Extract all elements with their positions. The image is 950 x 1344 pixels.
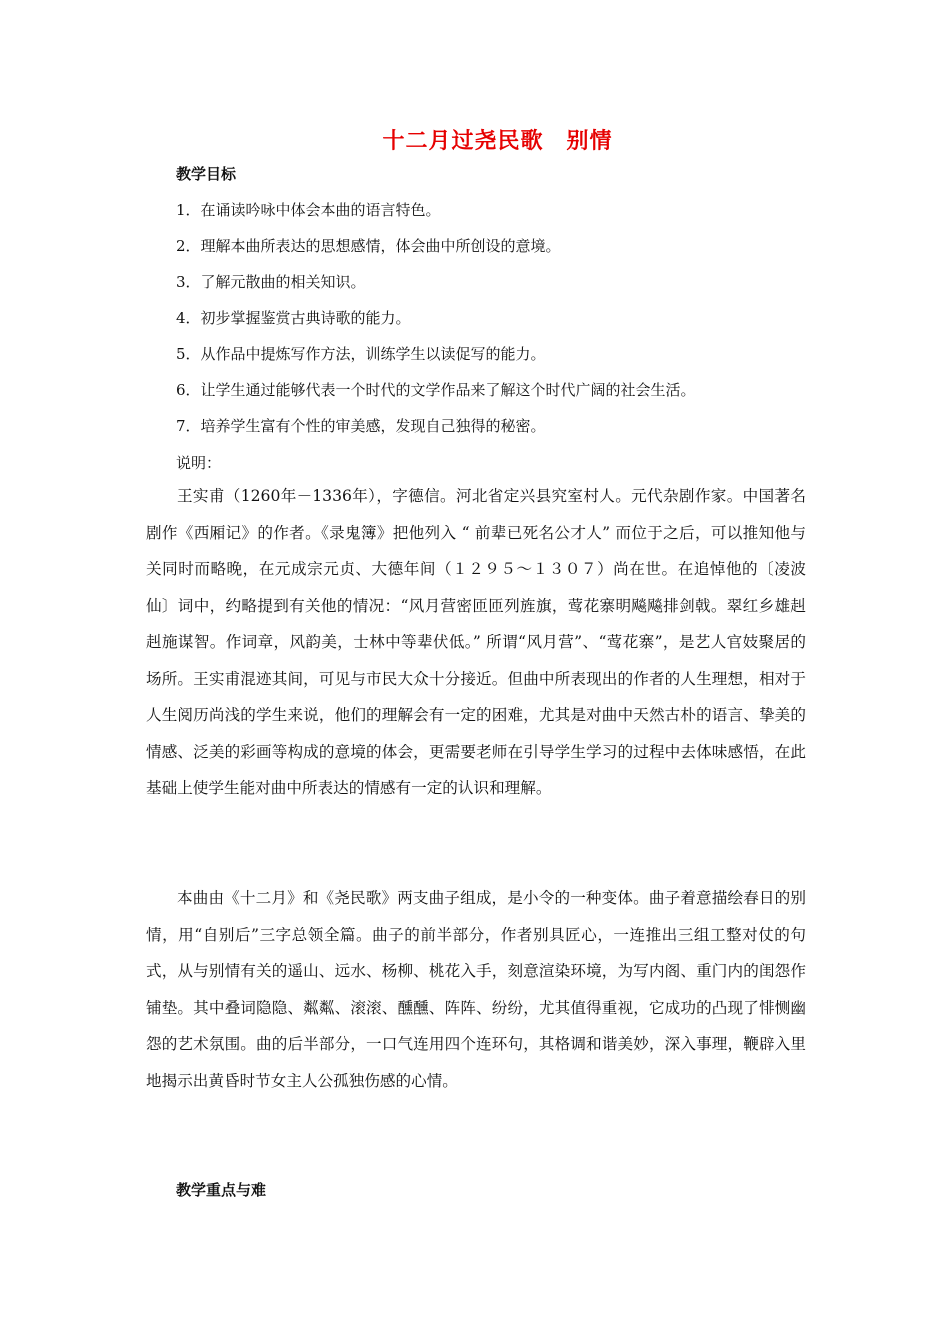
note-label: 说明： — [176, 454, 222, 472]
goal-item: 1．在诵读吟咏中体会本曲的语言特色。 — [176, 201, 441, 219]
goal-item: 2．理解本曲所表达的思想感情，体会曲中所创设的意境。 — [176, 237, 561, 255]
goal-item: 4．初步掌握鉴赏古典诗歌的能力。 — [176, 309, 411, 327]
goal-item: 3．了解元散曲的相关知识。 — [176, 273, 366, 291]
page-title: 十二月过尧民歌 别情 — [382, 128, 613, 154]
paragraph-author: 王实甫（1260年－1336年），字德信。河北省定兴县究室村人。元代杂剧作家。中国著名剧作《西厢记》的作者。《录鬼簿》把他列入 “ 前辈已死名公才人” 而位于之后，可以推知他与关同时而略晚，在元成宗元贞、大德年间（１２９５～１３０７）尚在世。在追悼他的〔凌波仙〕词中，约略提到有关他的情况：“风月营密匝匝列旌旗，莺花寨明飚飚排剑戟。翠红乡雄赳赳施谋智。作词章，风韵美，士林中等辈伏低。” 所谓“风月营”、“莺花寨”，是艺人官妓聚居的场所。王实甫混迹其间，可见与市民大众十分接近。但曲中所表现出的作者的人生理想，相对于人生阅历尚浅的学生来说，他们的理解会有一定的困难，尤其是对曲中天然古朴的语言、挚美的情感、泛美的彩画等构成的意境的体会，更需要老师在引导学生学习的过程中去体味感悟，在此基础上使学生能对曲中所表达的情感有一定的认识和理解。 — [146, 487, 806, 797]
goal-item: 7．培养学生富有个性的审美感，发现自己独得的秘密。 — [176, 417, 546, 435]
section-heading-goals: 教学目标 — [176, 165, 237, 183]
goal-item: 5．从作品中提炼写作方法，训练学生以读促写的能力。 — [176, 345, 546, 363]
section-heading-key-points: 教学重点与难 — [176, 1181, 267, 1199]
paragraph-analysis: 本曲由《十二月》和《尧民歌》两支曲子组成，是小令的一种变体。曲子着意描绘春日的别情，用“自别后”三字总领全篇。曲子的前半部分，作者别具匠心，一连推出三组工整对仗的句式，从与别情有关的遥山、远水、杨柳、桃花入手，刻意渲染环境，为写内阁、重门内的闺怨作铺垫。其中叠词隐隐、粼粼、滚滚、醺醺、阵阵、纷纷，尤其值得重视，它成功的凸现了悱恻幽怨的艺术氛围。曲的后半部分，一口气连用四个连环句，其格调和谐美妙，深入事理，鞭辟入里地揭示出黄昏时节女主人公孤独伤感的心情。 — [146, 889, 806, 1090]
goal-item: 6．让学生通过能够代表一个时代的文学作品来了解这个时代广阔的社会生活。 — [176, 381, 696, 399]
